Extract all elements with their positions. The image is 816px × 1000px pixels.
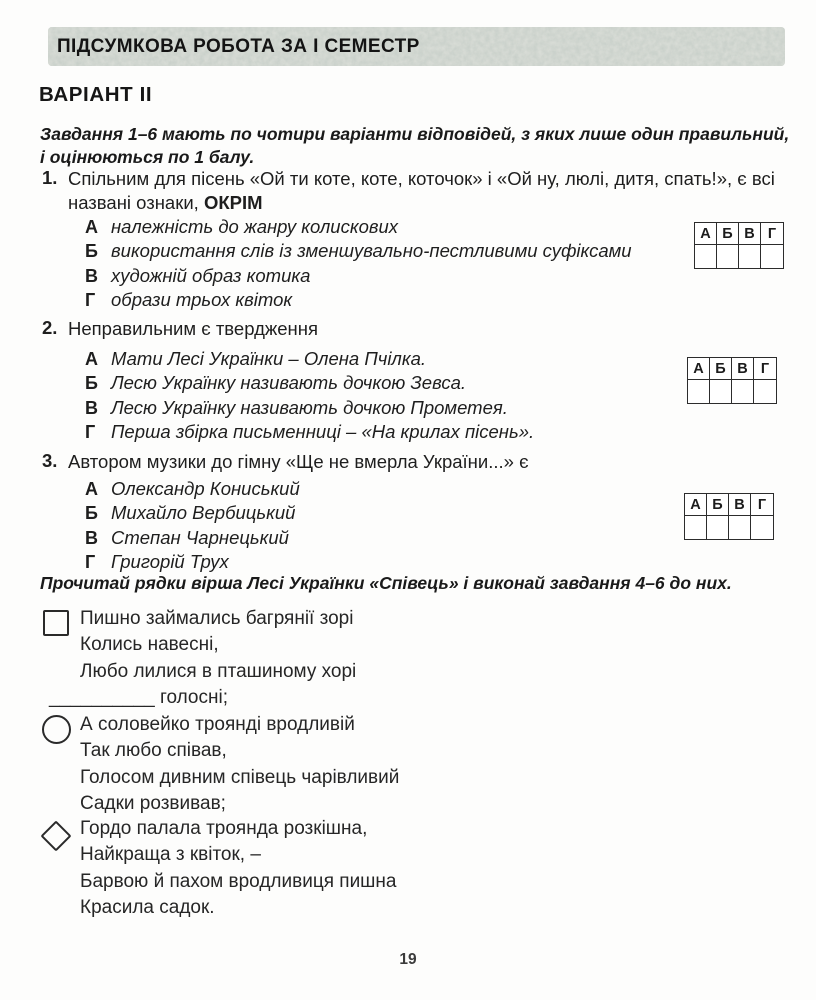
option-text: Лесю Українку називають дочкою Прометея.	[111, 396, 508, 418]
option-text: Михайло Вербицький	[111, 502, 296, 524]
option-letter: Г	[85, 289, 96, 310]
option-text: Олександр Кониський	[111, 478, 300, 499]
question-1-emphasis: ОКРІМ	[203, 191, 263, 213]
task-instructions	[40, 123, 800, 168]
stanza-line: А соловейко троянді вродливій	[80, 714, 355, 735]
stanza-line: Красила садок.	[80, 896, 215, 918]
stanza-line-with-blank: __________ голосні;	[49, 686, 228, 708]
option-row	[85, 397, 534, 421]
option-text: належність до жанру колискових	[111, 216, 399, 237]
grid-header-cell: В	[739, 223, 761, 245]
option-row	[85, 372, 534, 396]
grid-header-cell: Б	[710, 358, 732, 380]
option-letter: В	[85, 397, 98, 418]
question-2-number: 2.	[42, 317, 58, 338]
question-3-number: 3.	[42, 450, 58, 471]
stanza-line: Найкраща з квіток, –	[80, 844, 261, 866]
grid-header-cell: В	[729, 494, 751, 516]
option-row	[85, 421, 534, 445]
stanza-line: Гордо палала троянда розкішна,	[80, 818, 368, 839]
option-row	[85, 289, 632, 313]
grid-header-cell: Б	[707, 494, 729, 516]
page-title: ПІДСУМКОВА РОБОТА ЗА І СЕМЕСТР	[57, 36, 420, 57]
grid-answer-cell[interactable]	[717, 245, 739, 268]
grid-header-cell: Б	[717, 223, 739, 245]
grid-answer-cell[interactable]	[751, 516, 773, 539]
option-letter: Г	[85, 551, 96, 572]
grid-header-cell: А	[685, 494, 707, 516]
option-letter: А	[85, 217, 98, 237]
option-row	[85, 216, 632, 240]
option-letter: А	[85, 349, 98, 369]
stanza-line: Так любо співав,	[80, 740, 227, 762]
option-letter: Б	[85, 241, 98, 262]
option-text: використання слів із зменшувально-пестливими суфіксами	[111, 240, 632, 262]
answer-grid-3	[684, 493, 774, 540]
grid-header-cell: Г	[751, 494, 773, 516]
grid-answer-cell[interactable]	[761, 245, 783, 268]
question-1-line-2: названі ознаки,	[68, 191, 204, 213]
grid-header-cell: А	[695, 223, 717, 245]
grid-header-cell: Г	[754, 358, 776, 380]
diamond-marker-icon	[40, 820, 71, 851]
grid-answer-cell[interactable]	[710, 380, 732, 403]
stanza-line: Барвою й пахом вродливиця пишна	[80, 870, 397, 892]
option-text: образи трьох квіток	[111, 288, 293, 310]
option-row	[85, 265, 632, 289]
option-row	[85, 240, 632, 264]
question-1-text	[68, 167, 784, 214]
grid-header-cell: В	[732, 358, 754, 380]
question-1-line-1: Спільним для пісень «Ой ти коте, коте, коточок» і «Ой ну, люлі, дитя, спать!», є всі	[68, 168, 775, 189]
page-number: 19	[399, 951, 417, 968]
grid-header-cell: Г	[761, 223, 783, 245]
circle-marker-icon	[42, 715, 71, 744]
stanza-2-lines	[80, 712, 399, 817]
option-text: Лесю Українку називають дочкою Зевса.	[111, 372, 466, 394]
question-3-text	[68, 450, 784, 474]
question-2-line-1: Неправильним є твердження	[68, 318, 318, 339]
question-2-options	[85, 348, 534, 445]
grid-answer-cell[interactable]	[739, 245, 761, 268]
grid-answer-cell[interactable]	[707, 516, 729, 539]
stanza-line: Пишно займались багрянії зорі	[80, 608, 354, 629]
stanza-line: Голосом дивним співець чарівливий	[80, 766, 400, 788]
stanza-line: Любо лилися в пташиному хорі	[80, 660, 357, 682]
grid-answer-cell[interactable]	[688, 380, 710, 403]
option-letter: Г	[85, 421, 96, 442]
poem-task-instruction: Прочитай рядки вірша Лесі Українки «Співець» і виконай завдання 4–6 до них.	[40, 573, 732, 593]
stanza-3-lines	[80, 816, 396, 921]
grid-header-cell: А	[688, 358, 710, 380]
square-marker-icon	[43, 610, 69, 636]
grid-answer-cell[interactable]	[754, 380, 776, 403]
grid-answer-cell[interactable]	[695, 245, 717, 268]
option-letter: Б	[85, 503, 98, 524]
stanza-1-lines	[49, 606, 357, 711]
answer-grid-1	[694, 222, 784, 269]
grid-answer-cell[interactable]	[729, 516, 751, 539]
answer-grid-2	[687, 357, 777, 404]
option-letter: Б	[85, 373, 98, 394]
option-row	[85, 551, 300, 575]
stanza-line: Садки розвивав;	[80, 792, 226, 814]
question-2-text	[68, 317, 784, 341]
option-row	[85, 348, 534, 372]
option-text: Степан Чарнецький	[111, 526, 289, 548]
option-row	[85, 502, 300, 526]
option-text: Григорій Трух	[111, 550, 229, 572]
question-1-options	[85, 216, 632, 313]
stanza-line: Колись навесні,	[80, 634, 219, 656]
option-letter: В	[85, 265, 98, 286]
option-text: Перша збірка письменниці – «На крилах пісень».	[111, 420, 535, 442]
header-band	[48, 27, 785, 66]
variant-title: ВАРІАНТ II	[39, 83, 153, 106]
option-letter: В	[85, 527, 98, 548]
option-row	[85, 527, 300, 551]
instructions-line-2: і оцінюються по 1 балу.	[40, 146, 255, 167]
question-3-line-1: Автором музики до гімну «Ще не вмерла України...» є	[68, 451, 529, 472]
question-3-options	[85, 478, 300, 575]
grid-answer-cell[interactable]	[685, 516, 707, 539]
grid-answer-cell[interactable]	[732, 380, 754, 403]
option-row	[85, 478, 300, 502]
option-text: художній образ котика	[111, 264, 311, 286]
question-1-number: 1.	[42, 167, 58, 188]
option-letter: А	[85, 479, 98, 499]
option-text: Мати Лесі Українки – Олена Пчілка.	[111, 348, 427, 369]
instructions-line-1: Завдання 1–6 мають по чотири варіанти відповідей, з яких лише один правильний,	[40, 124, 790, 144]
